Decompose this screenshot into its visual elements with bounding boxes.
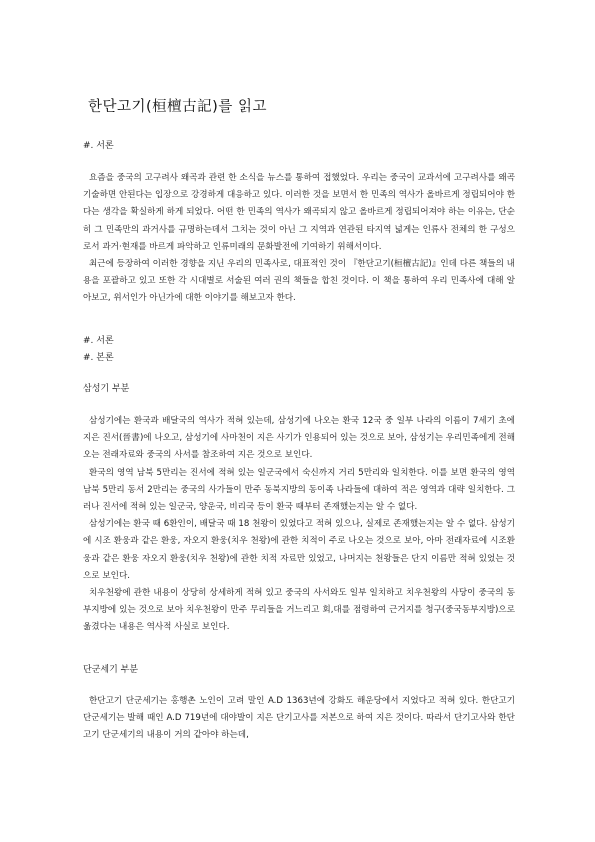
toc-line-2: #. 본론 [83, 353, 114, 363]
document-title: 한단고기(桓檀古記)를 읽고 [88, 99, 267, 115]
intro-body [83, 170, 515, 308]
toc-line-1: #. 서론 [83, 336, 114, 346]
section1-paragraph-3: 삼성기에는 환국 때 6환인이, 배달국 때 18 천왕이 있었다고 적혀 있으나, 실제로 존재했는지는 알 수 없다. 삼성기에 시조 환웅과 같은 환웅, 자오지 환웅(치우 천왕)에 관한 치적이 주로 나오는 것으로 보아, 아마 전래자료에 시조환웅과 같은 환웅 자오지 환웅(치우 천왕)에 관한 치적 자료만 있었고, 나머지는 천왕들은 단지 이름만 적혀 있었는 것으로 보인다. [83, 519, 515, 581]
section1-paragraph-2: 환국의 영역 남북 5만리는 진서에 적혀 있는 일군국에서 숙신까지 거리 5만리와 일치한다. 이를 보면 환국의 영역 남북 5만리 동서 2만리는 중국의 사가들이 만주 동북지방의 동이족 나라들에 대하여 적은 영역과 대략 일치한다. 그러나 진서에 적혀 있는 일군국, 양운국, 비리국 등이 환국 때부터 존재했는지는 알 수 없다. [83, 467, 515, 513]
section1-heading: 삼성기 부분 [83, 384, 130, 394]
intro-paragraph-1: 요즘을 중국의 고구려사 왜곡과 관련 한 소식을 뉴스를 통하여 접했었다. 우리는 중국이 교과서에 고구려사를 왜곡 기술하면 안된다는 입장으로 강경하게 대응하고 있다. 이러한 것을 보면서 한 민족의 역사가 올바르게 정립되어야 한다는 생각을 확실하게 하게 되었다. 어떤 한 민족의 역사가 왜곡되지 않고 올바르게 정립되어져야 하는 이유는, 단순히 그 민족만의 과거사를 규명하는데서 그치는 것이 아닌 그 지역과 연관된 타지역 넓게는 인류사 전체의 한 구성으로서 과거·현재를 바르게 파악하고 인류미래의 문화발전에 기여하기 위해서이다. [83, 173, 515, 252]
section2-heading: 단군세기 부분 [83, 665, 139, 675]
section2-body [83, 693, 515, 745]
section1-paragraph-4: 치우천왕에 관한 내용이 상당히 상세하게 적혀 있고 중국의 사서와도 일부 일치하고 치우천왕의 사당이 중국의 동부지방에 있는 것으로 보아 치우천왕이 만주 무리들을 거느리고 회,대를 점령하여 근거지를 청구(중국동부지방)으로 옮겼다는 내용은 역사적 사실로 보인다. [83, 588, 515, 633]
section1-paragraph-1: 삼성기에는 환국과 배달국의 역사가 적혀 있는데, 삼성기에 나오는 환국 12국 중 일부 나라의 이름이 7세기 초에 지은 진서(晉書)에 나오고, 삼성기에 사마천이 지은 사기가 인용되어 있는 것으로 보아, 삼성기는 우리민족에게 전해오는 전래자료와 중국의 사서를 참조하여 지은 것으로 보인다. [83, 416, 515, 461]
intro-heading: #. 서론 [83, 141, 114, 151]
intro-paragraph-2: 최근에 등장하여 이러한 경향을 지닌 우리의 민족사로, 대표적인 것이 『한단고기(桓檀古記)』인데 다른 책들의 내용을 포괄하고 있고 또한 각 시대별로 서술된 여러 권의 책들을 합친 것이다. 이 책을 통하여 우리 민족사에 대해 알아보고, 위서인가 아닌가에 대한 이야기를 해보고자 한다. [83, 259, 515, 304]
section1-body [83, 413, 515, 637]
section2-paragraph-1: 한단고기 단군세기는 홍행촌 노인이 고려 말인 A.D 1363년에 강화도 해운당에서 지었다고 적혀 있다. 한단고기 단군세기는 발해 때인 A.D 719년에 대야발이 지은 단기고사를 저본으로 하여 지은 것이다. 따라서 단기고사와 한단고기 단군세기의 내용이 거의 같아야 하는데, [83, 696, 515, 741]
